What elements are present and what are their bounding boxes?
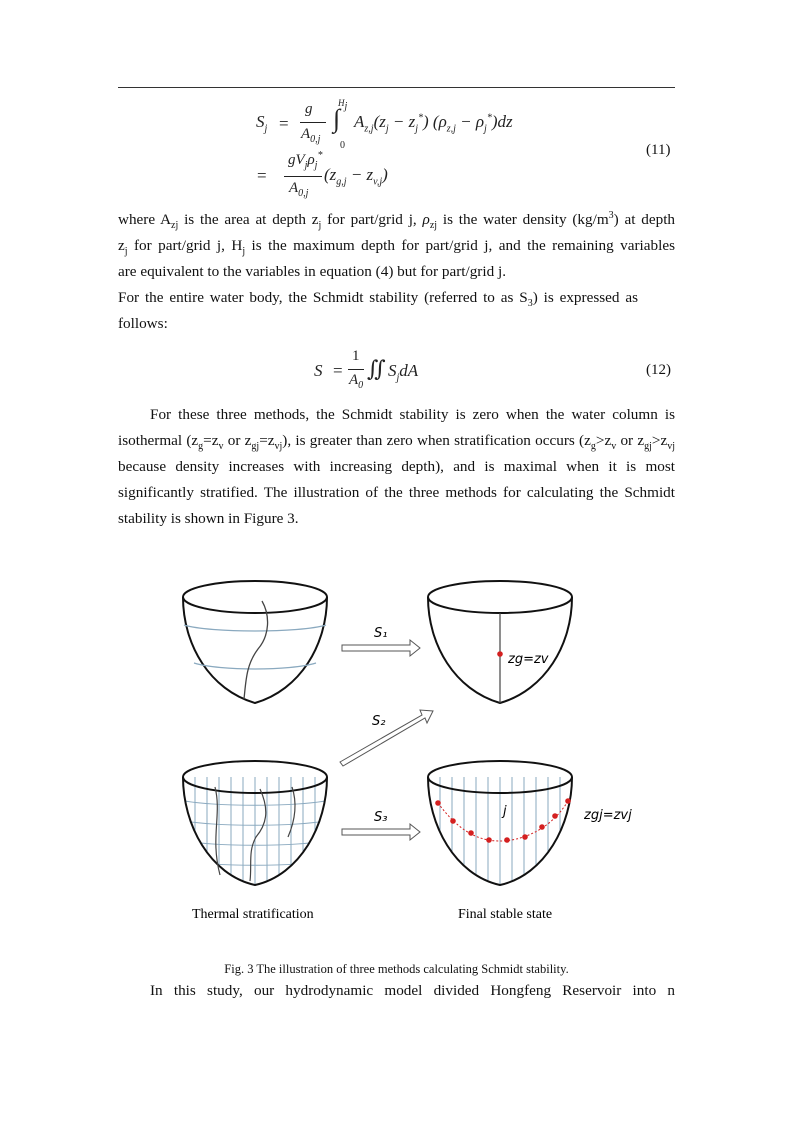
variable-description: where $A_{zj}$ is the area at depth $z_j$ for part/grid j, $\rho_{zj}$ is the water density $(kg/m^3)$ at depth $z_j$ for part/grid j, $H_j$ is the maximum depth for part/grid j, and the remaining variables are equivalent to the variables in equation (4) but for part/grid j. For the entire water body, the Schmidt stability (referred to as $S_3$) is expressed as follows:: [118, 209, 676, 332]
basin-top-left: [183, 581, 327, 703]
body-paragraph: For these three methods, the Schmidt stability is zero when the water column is isothermal ($z_g=z_v$ or $z_{gj}=z_{vj}$), is greater than zero when stratification occurs ($z_g>z_v$ or $z_{gj}>z_{vj}$ because density increases with increasing depth), and is maximal when it is most significantly stratified. The illustration of the three methods for calculating the Schmidt stability is shown in Figure 3.: [118, 406, 675, 527]
temperature-profile: [244, 601, 268, 699]
svg-text:S₁: S₁: [374, 626, 388, 641]
isotherm-lines: [184, 625, 326, 669]
arrow-s2: [340, 710, 433, 766]
equation-number: (12): [646, 362, 671, 378]
basin-bottom-right: [428, 761, 572, 895]
basin-bottom-left: [180, 761, 330, 895]
header-rule: [118, 87, 675, 88]
label-zg-zv: zg=zv: [508, 652, 549, 667]
svg-text:S₃: S₃: [374, 810, 388, 825]
label-zgj-zvj: zgj=zvj: [584, 808, 632, 823]
label-final-stable-state: Final stable state: [458, 907, 553, 922]
next-paragraph-start: In this study, our hydrodynamic model divided Hongfeng Reservoir into n: [150, 982, 675, 999]
arrow-s1: [342, 626, 420, 656]
svg-text:S₂: S₂: [372, 714, 386, 729]
figure-3-diagram: [170, 575, 632, 930]
label-thermal-stratification: Thermal stratification: [192, 907, 314, 922]
equation-number: (11): [646, 142, 671, 158]
label-j: j: [503, 804, 507, 819]
center-of-gravity-marker: [497, 651, 503, 657]
figure-caption: Fig. 3 The illustration of three methods calculating Schmidt stability.: [224, 962, 569, 976]
arrow-s3: [342, 810, 420, 840]
